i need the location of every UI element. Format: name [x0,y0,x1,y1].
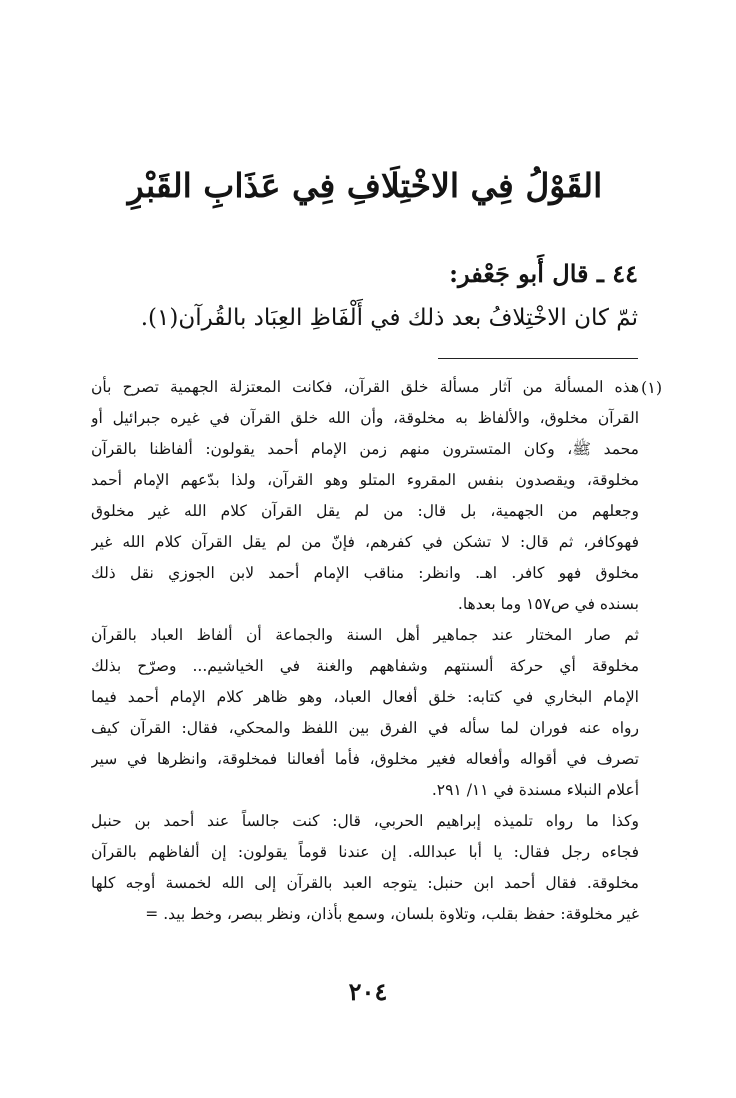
footnote-divider [438,358,638,359]
footnote-line: وجعلهم من الجهمية، بل قال: من لم يقل القرآن كلام الله غير مخلوق [91,502,639,520]
page-number: ٢٠٤ [348,977,388,1006]
footnote-line: فجاءه رجل فقال: يا أبا عبدالله. إن عندنا قوماً يقولون: إن ألفاظهم بالقرآن [91,843,639,861]
footnote-line: تصرف في أقواله وأفعاله فغير مخلوق، فأما أفعالنا فمخلوقة، وانظرها في سير [91,750,639,768]
footnote-line: محمد ﷺ، وكان المتسترون منهم زمن الإمام أحمد يقولون: ألفاظنا بالقرآن [91,440,639,458]
footnote-line: مخلوقة. فقال أحمد ابن حنبل: يتوجه العبد بالقرآن إلى الله لخمسة أوجه كلها [91,874,639,892]
footnote-line: وكذا ما رواه تلميذه إبراهيم الحربي، قال: كنت جالساً عند أحمد بن حنبل [91,812,639,830]
footnote-block [91,372,639,930]
footnote-marker: (١) [641,378,663,397]
footnote-line: مخلوقة، ويقصدون بنفس المقروء المتلو وهو القرآن، ولذا بدّعهم الإمام أحمد [91,471,639,489]
footnote-line: بسنده في ص١٥٧ وما بعدها. [457,595,639,613]
footnote-line: القرآن مخلوق، والألفاظ به مخلوقة، وأن الله خلق القرآن في غيره جبرائيل أو [91,409,639,427]
footnote-line: مخلوقة أي حركة ألسنتهم وشفاههم والغنة في الخياشيم... وصرّح بذلك [91,657,639,675]
footnote-line: ثم صار المختار عند جماهير أهل السنة والجماعة أن ألفاظ العباد بالقرآن [91,626,639,644]
paragraph-text: ثمّ كان الاخْتِلافُ بعد ذلك في أَلْفَاظِ العِبَاد بالقُرآن(١). [140,305,638,331]
footnote-line: هذه المسألة من آثار مسألة خلق القرآن، فكانت المعتزلة الجهمية تصرح بأن [91,378,639,396]
footnote-line: غير مخلوقة: حفظ بقلب، وتلاوة بلسان، وسمع بأذان، ونظر ببصر، وخط بيد. = [145,905,639,923]
paragraph-heading: ٤٤ ـ قال أَبو جَعْفر: [449,259,638,288]
footnote-line: مخلوق فهو كافر. اهـ. وانظر: مناقب الإمام أحمد لابن الجوزي نقل ذلك [91,564,639,582]
chapter-title: القَوْلُ فِي الاخْتِلَافِ فِي عَذَابِ القَبْرِ [127,166,603,205]
footnote-line: فهوكافر، ثم قال: لا تشكن في كفرهم، فإنّ من لم يقل القرآن كلام الله غير [91,533,639,551]
footnote-line: رواه عنه فوران لما سأله في الفرق بين اللفظ والمحكي، فقال: القرآن كيف [91,719,639,737]
footnote-line: الإمام البخاري في كتابه: خلق أفعال العباد، وهو ظاهر كلام الإمام أحمد فيما [91,688,639,706]
footnote-line: أعلام النبلاء مسندة في ١١/ ٢٩١. [431,781,639,799]
